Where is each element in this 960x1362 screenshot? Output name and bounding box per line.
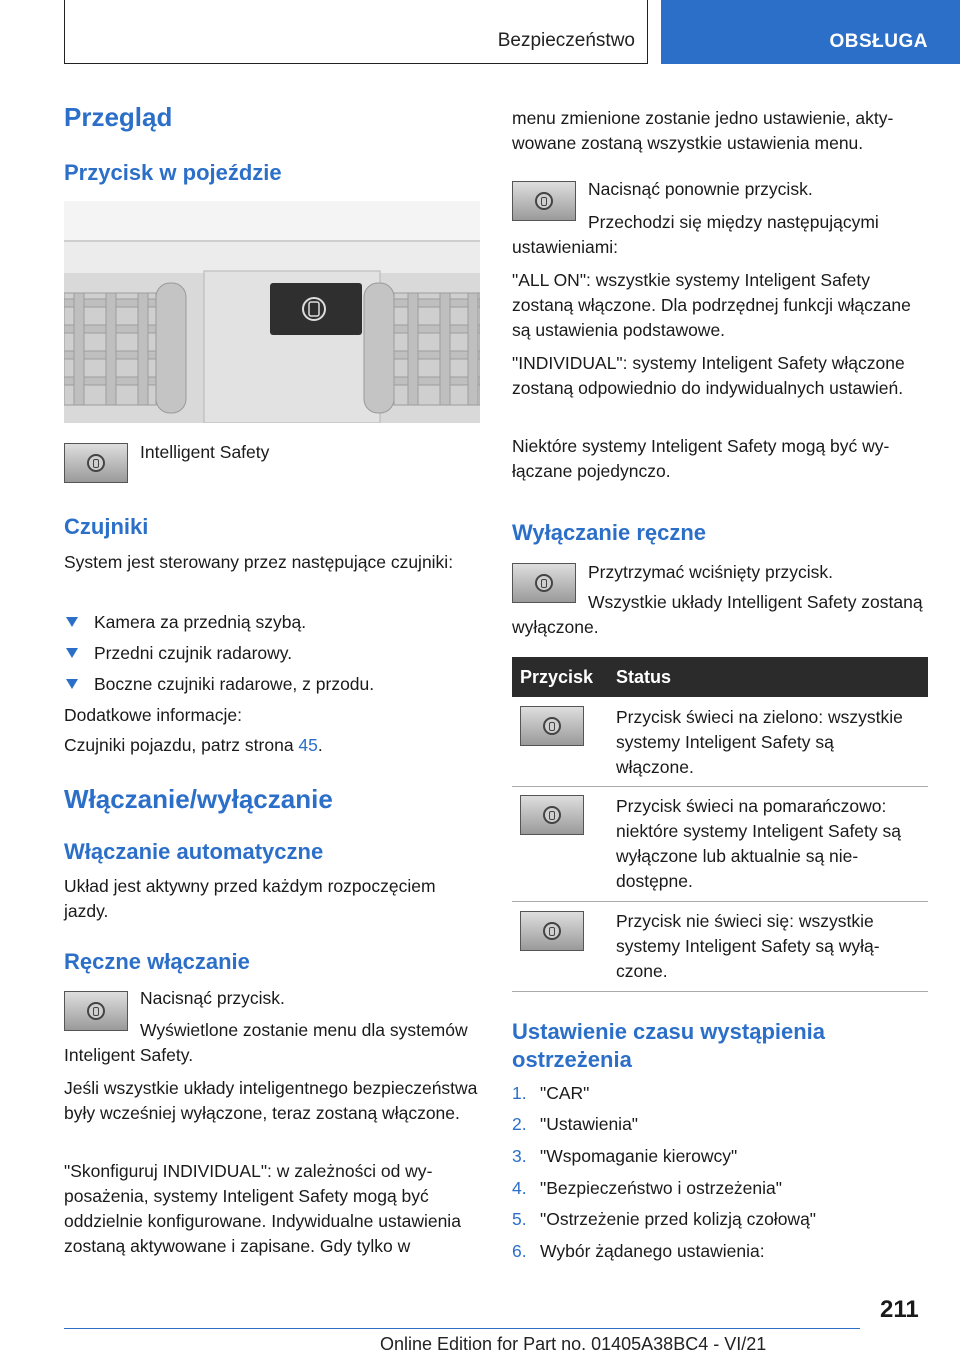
page-link-45[interactable]: 45 — [298, 735, 318, 755]
heading-button-in-vehicle: Przycisk w pojeździe — [64, 160, 282, 185]
table-row — [512, 902, 928, 992]
bullet-triangle-icon — [66, 617, 78, 627]
chapter-tab[interactable] — [661, 0, 960, 64]
heading-sensors: Czujniki — [64, 514, 149, 539]
console-photo — [64, 201, 480, 423]
button-caption: Intelligent Safety — [140, 442, 270, 462]
all-off-text: Wszystkie układy Intelligent Safety zostaną wyłączone. — [512, 592, 923, 637]
heading-overview: Przegląd — [64, 102, 173, 132]
footer-edition: Online Edition for Part no. 01405A38BC4 - VI/21 — [380, 1334, 767, 1354]
chapter-tab-label: OBSŁUGA — [829, 31, 928, 52]
menu-continuation: menu zmienione zostanie jedno ustawienie, aktywowane zostaną wszystkie ustawienia menu. — [512, 108, 894, 153]
status-text: Przycisk świeci na zielono: wszystkie systemy Inteligent Safety są włączone. — [616, 707, 903, 777]
cycle-settings-text: Przechodzi się między następującymi ustawieniami: — [512, 212, 879, 257]
manual-all-off-text: Jeśli wszystkie układy inteligentnego bezpieczeństwa były wcześniej wyłączone, teraz zostaną włączone. — [64, 1078, 478, 1123]
section-title: Bezpieczeństwo — [497, 30, 635, 51]
sensors-reference: Czujniki pojazdu, patrz strona 45. — [64, 735, 323, 755]
manual-individual-text: "Skonfiguruj INDIVIDUAL": w zależności od wyposażenia, systemy Inteligent Safety mogą być oddzielnie konfigurowane. Indywidualne ustawienia zostaną aktywowane i zapisane. Gdy tylko w — [64, 1161, 461, 1256]
press-again-text: Nacisnąć ponownie przycisk. — [588, 179, 813, 199]
heading-automatic-on: Włączanie automatyczne — [64, 839, 324, 864]
button-off-icon — [520, 911, 584, 951]
all-on-text: "ALL ON": wszystkie systemy Inteligent Safety zostaną włączone. Dla podrzędnej funkcji włączane są ustawienia podstawowe. — [512, 270, 911, 340]
heading-on-off: Włączanie/wyłączanie — [64, 784, 333, 814]
automatic-text: Układ jest aktywny przed każdym rozpoczęciem jazdy. — [64, 876, 436, 921]
intelligent-safety-button-icon — [64, 443, 128, 483]
page-number: 211 — [880, 1296, 919, 1323]
hold-button-text: Przytrzymać wciśnięty przycisk. — [588, 562, 834, 582]
status-table-header — [512, 657, 928, 697]
manual-step-press: Nacisnąć przycisk. — [140, 988, 285, 1008]
header-box — [64, 0, 648, 64]
sensors-intro: System jest sterowany przez następujące czujniki: — [64, 552, 454, 572]
col-button: Przycisk — [520, 667, 594, 687]
col-status: Status — [616, 667, 672, 687]
button-green-icon — [520, 706, 584, 746]
table-row — [512, 697, 928, 787]
bullet-triangle-icon — [66, 679, 78, 689]
bullet-triangle-icon — [66, 648, 78, 658]
status-text: Przycisk świeci na pomarańczowo: niektóre systemy Inteligent Safety są wyłączone lub aktualnie są niedostępne. — [616, 796, 901, 891]
heading-warning-time: Ustawienie czasu wystąpienia ostrzeżenia — [512, 1019, 826, 1072]
some-off-text: Niektóre systemy Inteligent Safety mogą być wyłączane pojedynczo. — [512, 436, 890, 481]
table-row — [512, 787, 928, 902]
heading-manual-on: Ręczne włączanie — [64, 949, 250, 974]
footer-divider — [64, 1328, 860, 1329]
additional-info-label: Dodatkowe informacje: — [64, 705, 242, 725]
button-orange-icon — [520, 795, 584, 835]
heading-manual-off: Wyłączanie ręczne — [512, 520, 707, 545]
individual-text: "INDIVIDUAL": systemy Inteligent Safety włączone zostaną odpowiednio do indywidualnych ustawień. — [512, 353, 905, 398]
status-text: Przycisk nie świeci się: wszystkie systemy Inteligent Safety są wyłączone. — [616, 911, 880, 981]
manual-menu-text: Wyświetlone zostanie menu dla systemów Inteligent Safety. — [64, 1020, 468, 1065]
